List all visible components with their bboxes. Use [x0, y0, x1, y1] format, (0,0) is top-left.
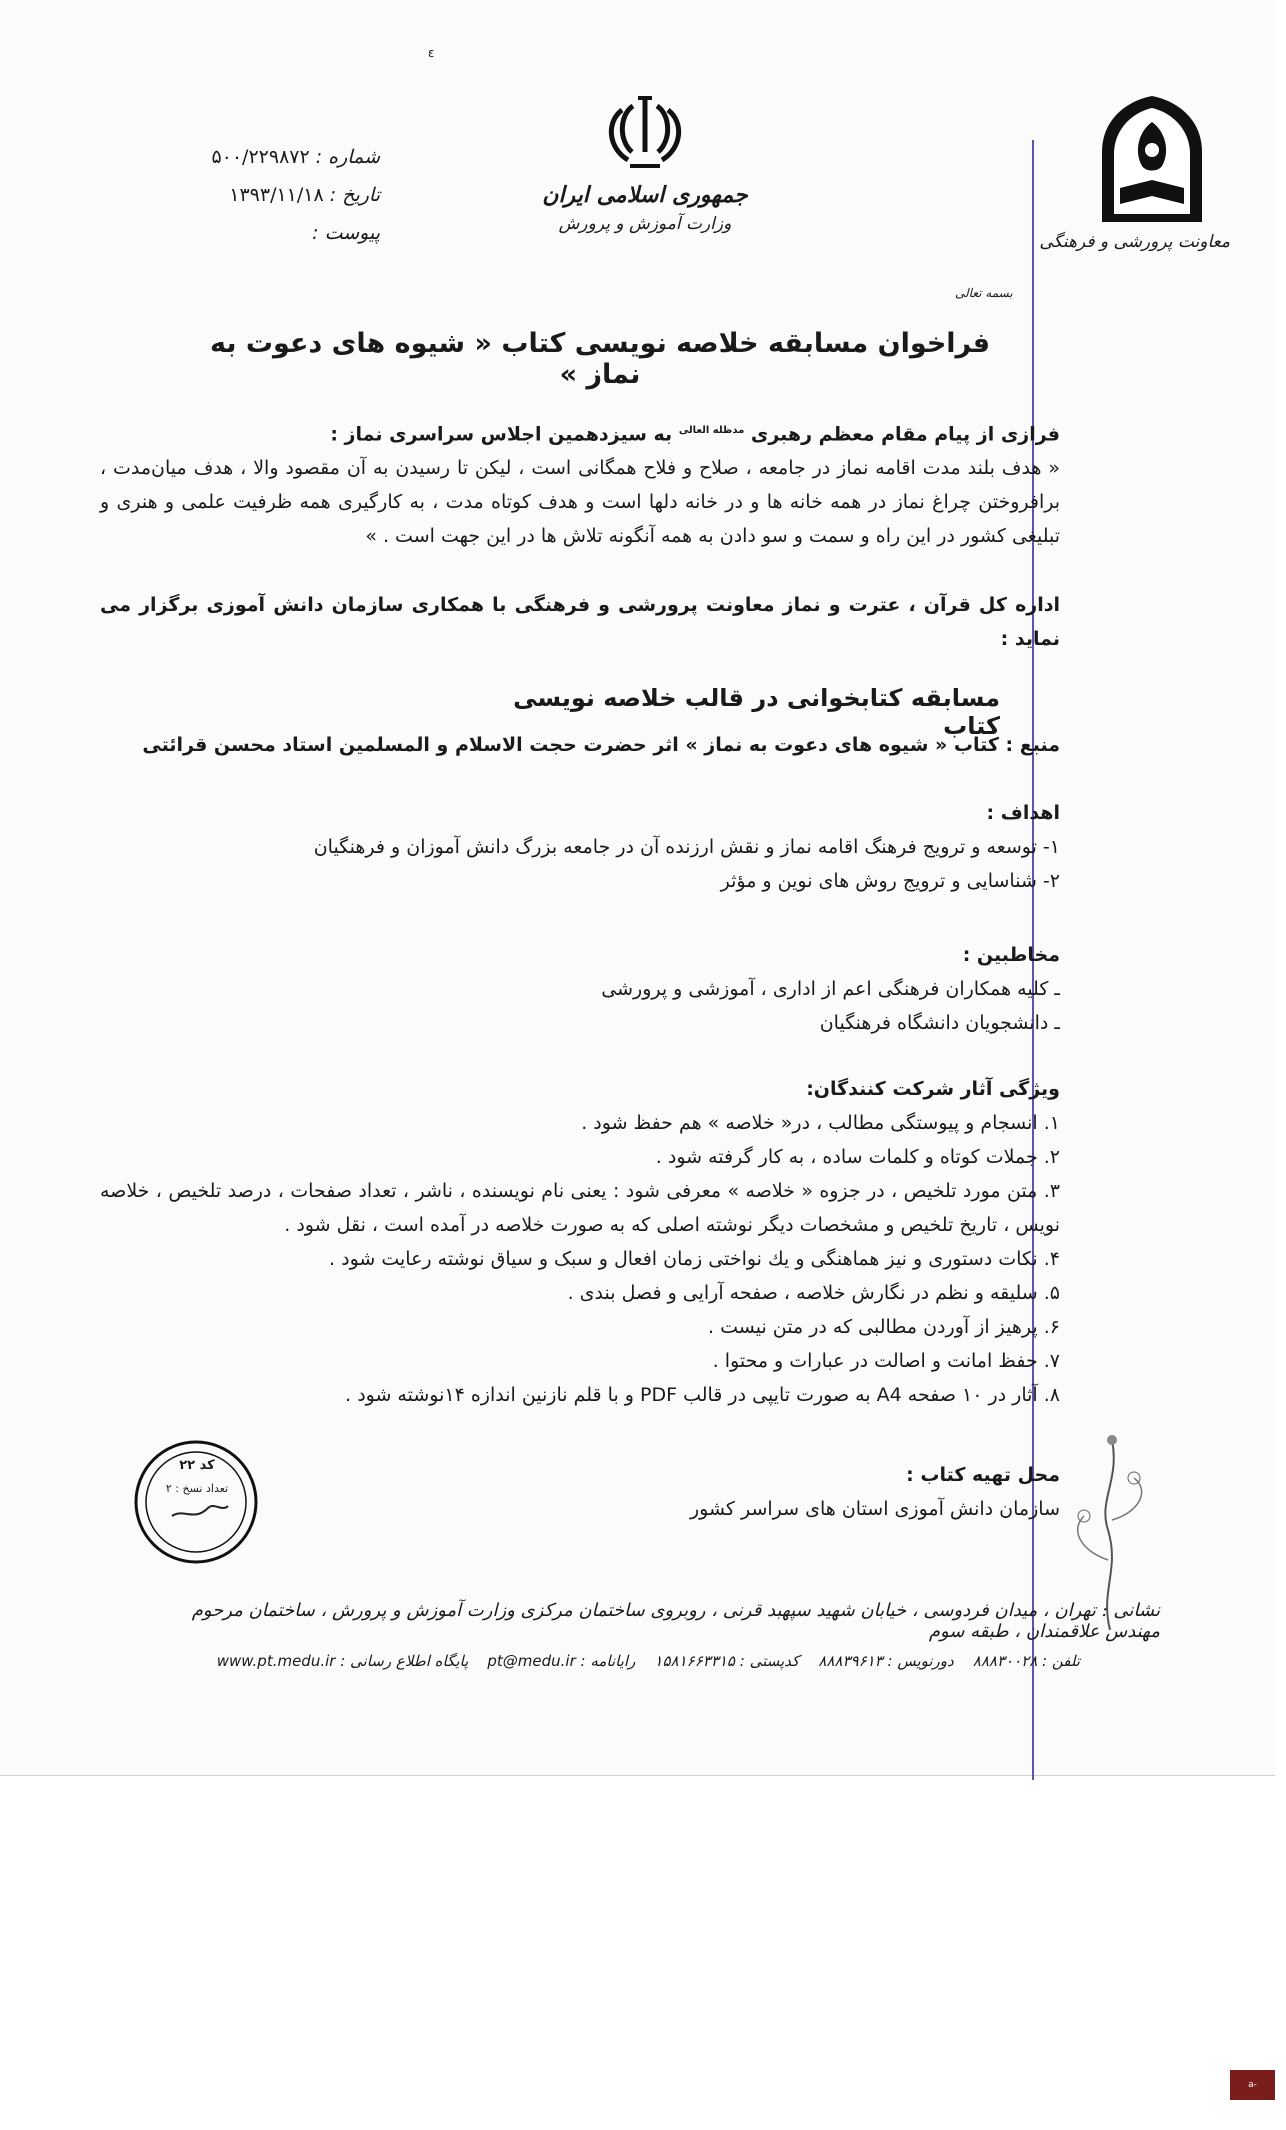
footer-web[interactable]: www.pt.medu.ir	[216, 1652, 336, 1670]
quote-intro	[100, 414, 1060, 451]
footer-address: نشانی : تهران ، میدان فردوسی ، خیابان شهید سپهبد قرنی ، روبروی ساختمان مرکزی وزارت آموزش و پرورش ، ساختمان مرحوم مهندس علاقمندان ، طبقه سوم	[191, 1600, 1160, 1642]
competition-title: مسابقه کتابخوانی در قالب خلاصه نویسی کتاب	[513, 684, 1000, 740]
organizer-line: اداره کل قرآن ، عترت و نماز معاونت پرورشی و فرهنگی با همکاری سازمان دانش آموزی برگزار می نماید :	[100, 594, 1060, 650]
number-value: ۵۰۰/۲۲۹۸۷۲	[211, 146, 310, 168]
list-item: ۲- شناسایی و ترویج روش های نوین و مؤثر	[720, 870, 1060, 892]
list-item: ۷. حفظ امانت و اصالت در عبارات و محتوا .	[712, 1350, 1060, 1372]
audience-list	[100, 972, 1060, 1040]
government-header	[520, 92, 770, 234]
country-name: جمهوری اسلامی ایران	[542, 182, 748, 208]
letter-number	[150, 138, 380, 176]
features-list	[100, 1106, 1060, 1412]
location-heading: محل تهیه کتاب :	[906, 1464, 1060, 1486]
list-item: ۱- توسعه و ترویج فرهنگ اقامه نماز و نقش ارزنده آن در جامعه بزرگ دانش آموزان و فرهنگیان	[313, 836, 1060, 858]
ministry-name: وزارت آموزش و پرورش	[558, 214, 732, 234]
footer-phone: تلفن : ۸۸۸۳۰۰۲۸	[972, 1652, 1080, 1670]
list-item: ۱. انسجام و پیوستگی مطالب ، در« خلاصه » هم حفظ شود .	[581, 1112, 1060, 1134]
list-item: ۵. سلیقه و نظم در نگارش خلاصه ، صفحه آرایی و فصل بندی .	[567, 1282, 1060, 1304]
features-heading: ویژگی آثار شرکت کنندگان:	[806, 1078, 1060, 1100]
goals-heading: اهداف :	[986, 802, 1060, 824]
letter-date	[150, 176, 380, 214]
announcement-title: فراخوان مسابقه خلاصه نویسی کتاب « شیوه های دعوت به نماز »	[209, 328, 991, 390]
footer-web-label: پایگاه اطلاع رسانی :	[340, 1652, 469, 1670]
list-item: ۸. آثار در ۱۰ صفحه A4 به صورت تایپی در قالب PDF و با قلم نازنین اندازه ۱۴نوشته شود .	[345, 1384, 1060, 1406]
footer-contact	[180, 1652, 1080, 1670]
site-watermark: a-ben.cfu.ac.ir	[1230, 2070, 1275, 2100]
quote-intro-before: فرازی از پیام مقام معظم رهبری	[750, 423, 1060, 446]
stray-mark: ε	[428, 46, 435, 60]
footer-fax: دورنویس : ۸۸۸۳۹۶۱۳	[818, 1652, 954, 1670]
stamp-code: کد ۲۲	[179, 1458, 215, 1473]
list-item: ۴. نکات دستوری و نیز هماهنگی و یك نواختی زمان افعال و سبک و سیاق نوشته رعایت شود .	[329, 1248, 1060, 1270]
quote-text: « هدف بلند مدت اقامه نماز در جامعه ، صلاح و فلاح همگانی است ، لیکن تا رسیدن به آن مقصود والا ، هدف میان‌مدت ، برافروختن چراغ نماز در همه خانه ها و در خانه دلها است و هدف کوتاه مدت ، به کارگیری همه ظرفیت علمی و هنری و تبلیغی کشور در این راه و سمت و سو دادن به همه آنگونه تلاش ها در این جهت است . »	[100, 457, 1060, 548]
list-item: ۳. متن مورد تلخیص ، در جزوه « خلاصه » معرفی شود : یعنی نام نویسنده ، ناشر ، تعداد صفحات ، درصد تلخیص ، خلاصه نویس ، تاریخ تلخیص و مشخصات دیگر نوشته اصلی که به صورت خلاصه در آمده است ، نقل شود .	[100, 1180, 1060, 1236]
date-value: ۱۳۹۳/۱۱/۱۸	[229, 184, 324, 206]
location-text: سازمان دانش آموزی استان های سراسر کشور	[689, 1498, 1060, 1520]
quote-intro-after: به سیزدهمین اجلاس سراسری نماز :	[330, 423, 673, 446]
audience-heading: مخاطبین :	[962, 944, 1060, 966]
attachment-label: پیوست :	[312, 222, 380, 244]
date-label: تاریخ :	[329, 184, 380, 206]
office-stamp	[132, 1438, 260, 1566]
goals-list	[100, 830, 1060, 898]
list-item: ـ کلیه همکاران فرهنگی اعم از اداری ، آموزشی و پرورشی	[601, 978, 1060, 1000]
list-item: ۶. پرهیز از آوردن مطالبی که در متن نیست .	[708, 1316, 1060, 1338]
letter-meta	[150, 138, 380, 252]
leader-quote	[100, 414, 1060, 553]
goals-section	[100, 796, 1060, 898]
bismillah-note: بسمه تعالی	[955, 286, 1013, 300]
footer-email[interactable]: pt@medu.ir	[487, 1652, 576, 1670]
department-name: معاونت پرورشی و فرهنگی	[1039, 232, 1230, 252]
letter-attachment	[150, 214, 380, 252]
number-label: شماره :	[315, 146, 380, 168]
features-section	[100, 1072, 1060, 1412]
iran-emblem-icon	[600, 92, 690, 172]
source-line: منبع : کتاب « شیوه های دعوت به نماز » اثر حضرت حجت الاسلام و المسلمین استاد محسن قرائتی	[142, 734, 1060, 756]
footer-postal: کدپستی : ۱۵۸۱۶۶۳۳۱۵	[654, 1652, 800, 1670]
list-item: ـ دانشجویان دانشگاه فرهنگیان	[819, 1012, 1060, 1034]
stamp-count: تعداد نسخ : ۲	[165, 1482, 229, 1495]
audience-section	[100, 938, 1060, 1040]
footer-email-label: رایانامه :	[580, 1652, 636, 1670]
quote-honorific: مدظله العالی	[678, 425, 745, 436]
list-item: ۲. جملات کوتاه و کلمات ساده ، به کار گرفته شود .	[655, 1146, 1060, 1168]
department-logo-icon	[1090, 92, 1215, 227]
